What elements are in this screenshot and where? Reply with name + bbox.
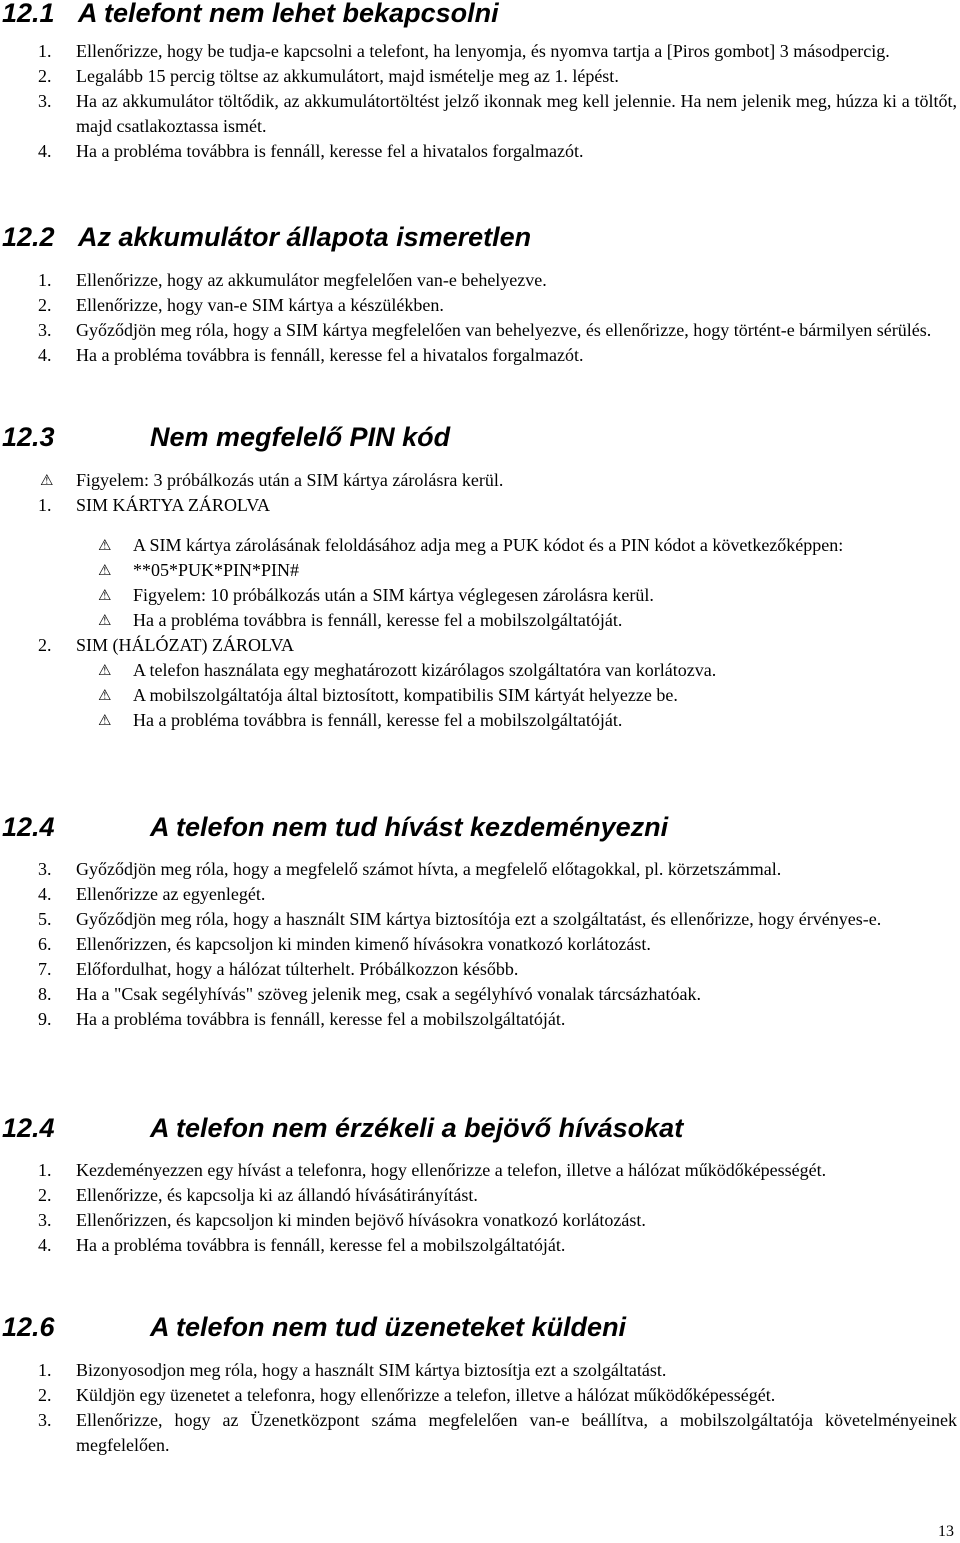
list-item: 2. SIM (HÁLÓZAT) ZÁROLVA (38, 635, 295, 655)
list-item: 1. SIM KÁRTYA ZÁROLVA (38, 495, 270, 515)
list-item: 5. Győződjön meg róla, hogy a használt SIM kártya biztosítója ezt a szolgáltatást, és ellenőrizze, hogy érvényes-e. (38, 909, 882, 929)
warning-triangle-icon: ⚠ (98, 686, 112, 704)
section-number: 12.6 (2, 1312, 55, 1342)
section-title: Az akkumulátor állapota ismeretlen (78, 222, 532, 252)
list-item: 2. Ellenőrizze, hogy van-e SIM kártya a készülékben. (38, 295, 444, 315)
list-item: 1. Bizonyosodjon meg róla, hogy a használt SIM kártya biztosítja ezt a szolgáltatást. (38, 1360, 667, 1380)
sub-bullet: ⚠ Ha a probléma továbbra is fennáll, keresse fel a mobilszolgáltatóját. (0, 608, 960, 633)
section-12-4-list (0, 857, 960, 1032)
section-heading-12-6 (2, 1310, 626, 1344)
list-item: 4. Ellenőrizze az egyenlegét. (38, 884, 266, 904)
section-title: A telefon nem érzékeli a bejövő hívásokat (150, 1113, 684, 1143)
sub-bullet: ⚠ A telefon használata egy meghatározott kizárólagos szolgáltatóra van korlátozva. (0, 658, 960, 683)
list-item: 4. Ha a probléma továbbra is fennáll, keresse fel a mobilszolgáltatóját. (38, 1235, 566, 1255)
section-heading-12-4-calls (2, 810, 668, 844)
section-title: A telefont nem lehet bekapcsolni (78, 0, 499, 28)
section-12-4b-list (0, 1158, 960, 1258)
list-item: 7. Előfordulhat, hogy a hálózat túlterhelt. Próbálkozzon később. (38, 959, 519, 979)
section-heading-12-1 (2, 0, 499, 30)
warning-triangle-icon: ⚠ (98, 711, 112, 729)
warning-triangle-icon: ⚠ (98, 586, 112, 604)
list-item: 1. Ellenőrizze, hogy be tudja-e kapcsolni a telefont, ha lenyomja, és nyomva tartja a [Piros gombot] 3 másodpercig. (38, 41, 890, 61)
section-title: A telefon nem tud üzeneteket küldeni (150, 1312, 627, 1342)
list-item: 4. Ha a probléma továbbra is fennáll, keresse fel a hivatalos forgalmazót. (38, 141, 584, 161)
list-item: 1. Kezdeményezzen egy hívást a telefonra, hogy ellenőrizze a telefon, illetve a hálózat működőképességét. (38, 1160, 827, 1180)
list-item: 1. Ellenőrizze, hogy az akkumulátor megfelelően van-e behelyezve. (38, 270, 547, 290)
sub-bullet: ⚠ Ha a probléma továbbra is fennáll, keresse fel a mobilszolgáltatóját. (0, 708, 960, 733)
section-heading-12-4-incoming (2, 1111, 683, 1145)
list-item: 2. Ellenőrizze, és kapcsolja ki az állandó hívásátirányítást. (38, 1185, 478, 1205)
list-item: 3. Győződjön meg róla, hogy a megfelelő számot hívta, a megfelelő előtagokkal, pl. körzetszámmal. (38, 859, 782, 879)
section-12-6-list (0, 1358, 960, 1458)
list-item: 8. Ha a "Csak segélyhívás" szöveg jelenik meg, csak a segélyhívó vonalak tárcsázhatóak. (38, 984, 701, 1004)
section-number: 12.3 (2, 422, 55, 452)
list-item: 3. Ellenőrizzen, és kapcsoljon ki minden bejövő hívásokra vonatkozó korlátozást. (38, 1210, 646, 1230)
sub-bullet: ⚠ A mobilszolgáltatója által biztosított, kompatibilis SIM kártyát helyezze be. (0, 683, 960, 708)
list-item: 4. Ha a probléma továbbra is fennáll, keresse fel a hivatalos forgalmazót. (38, 345, 584, 365)
warning-triangle-icon: ⚠ (98, 661, 112, 679)
section-12-3-body (0, 468, 960, 733)
list-item: 3. Ha az akkumulátor töltődik, az akkumulátortöltést jelző ikonnak meg kell jelennie. Ha nem jelenik meg, húzza ki a töltőt, majd csatlakoztassa ismét. (38, 91, 957, 136)
section-number: 12.2 (2, 222, 55, 252)
page-number: 13 (938, 1523, 954, 1540)
section-heading-12-2 (2, 220, 531, 254)
list-item: 2. Küldjön egy üzenetet a telefonra, hogy ellenőrizze a telefon, illetve a hálózat működőképességét. (38, 1385, 776, 1405)
list-item: 2. Legalább 15 percig töltse az akkumulátort, majd ismételje meg az 1. lépést. (38, 66, 619, 86)
section-title: A telefon nem tud hívást kezdeményezni (150, 812, 669, 842)
section-12-2-list (0, 268, 960, 368)
warning-note: ⚠ Figyelem: 3 próbálkozás után a SIM kártya zárolásra kerül. (0, 468, 960, 493)
warning-triangle-icon: ⚠ (40, 471, 54, 489)
list-item: 6. Ellenőrizzen, és kapcsoljon ki minden kimenő hívásokra vonatkozó korlátozást. (38, 934, 651, 954)
section-12-1-list (0, 39, 960, 164)
sub-bullet: ⚠ Figyelem: 10 próbálkozás után a SIM kártya véglegesen zárolásra kerül. (0, 583, 960, 608)
sub-bullet: ⚠ **05*PUK*PIN*PIN# (0, 558, 960, 583)
section-heading-12-3 (2, 420, 450, 454)
section-number: 12.1 (2, 0, 55, 28)
list-item: 3. Ellenőrizze, hogy az Üzenetközpont száma megfelelően van-e beállítva, a mobilszolgáltatója követelményeinek megfelelően. (38, 1410, 957, 1455)
section-number: 12.4 (2, 812, 55, 842)
section-title: Nem megfelelő PIN kód (150, 422, 451, 452)
list-item: 9. Ha a probléma továbbra is fennáll, keresse fel a mobilszolgáltatóját. (38, 1009, 566, 1029)
warning-triangle-icon: ⚠ (98, 561, 112, 579)
warning-triangle-icon: ⚠ (98, 536, 112, 554)
section-number: 12.4 (2, 1113, 55, 1143)
list-item: 3. Győződjön meg róla, hogy a SIM kártya megfelelően van behelyezve, és ellenőrizze, hogy történt-e bármilyen sérülés. (38, 320, 932, 340)
sub-bullet: ⚠ A SIM kártya zárolásának feloldásához adja meg a PUK kódot és a PIN kódot a következőképpen: (0, 533, 960, 558)
warning-triangle-icon: ⚠ (98, 611, 112, 629)
